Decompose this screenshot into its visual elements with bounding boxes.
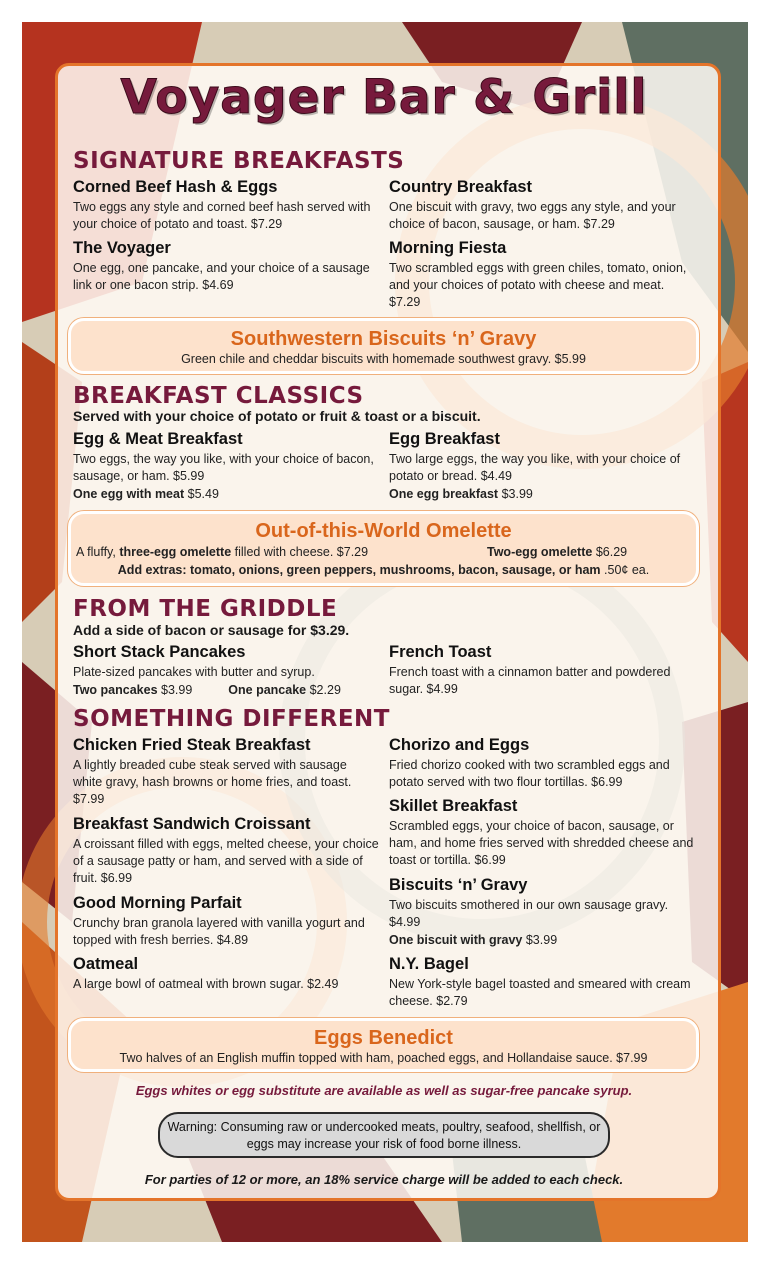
omelette-small-label: Two-egg omelette — [487, 545, 593, 559]
party-surcharge-note: For parties of 12 or more, an 18% service charge will be added to each check. — [144, 1172, 624, 1187]
item-name: Chicken Fried Steak Breakfast — [73, 736, 311, 754]
menu-item — [389, 797, 695, 869]
item-desc: Two eggs any style and corned beef hash served with your choice of potato and toast. $7.29 — [73, 200, 371, 231]
menu-item — [389, 430, 695, 503]
menu-item — [389, 178, 695, 233]
band-title: Eggs Benedict — [314, 1027, 453, 1049]
menu-item — [73, 430, 379, 503]
section-note: Served with your choice of potato or fruit & toast or a biscuit. — [73, 408, 481, 424]
item-desc: One biscuit with gravy, two eggs any style, and your choice of bacon, sausage, or ham. $7.29 — [389, 200, 676, 231]
item-name: Good Morning Parfait — [73, 894, 242, 912]
menu-item — [389, 736, 695, 791]
section-heading-griddle: FROM THE GRIDDLE — [73, 596, 338, 622]
band-title: Southwestern Biscuits ‘n’ Gravy — [230, 328, 537, 350]
menu-item — [389, 239, 695, 311]
omelette-small — [487, 543, 627, 561]
section-note: Add a side of bacon or sausage for $3.29. — [73, 622, 350, 638]
restaurant-title: Voyager Bar & Grill — [120, 70, 648, 125]
item-desc: A lightly breaded cube steak served with sausage white gravy, hash browns or home fries, and toast. $7.99 — [73, 758, 352, 806]
item-name: Egg & Meat Breakfast — [73, 430, 243, 448]
menu-item — [389, 876, 695, 949]
item-name: Oatmeal — [73, 955, 139, 973]
item-name: Breakfast Sandwich Croissant — [73, 815, 311, 833]
variant-price: $2.29 — [309, 683, 341, 697]
variant-label: One biscuit with gravy — [389, 933, 523, 947]
variant-price: $3.99 — [161, 683, 193, 697]
extras-price: .50¢ ea. — [604, 563, 650, 577]
omelette-main — [76, 543, 368, 561]
feature-band-southwestern — [68, 318, 699, 374]
item-variants — [73, 682, 379, 699]
item-name: Biscuits ‘n’ Gravy — [389, 876, 528, 894]
section-heading-different: SOMETHING DIFFERENT — [73, 706, 390, 732]
item-name: Country Breakfast — [389, 178, 533, 196]
item-name: French Toast — [389, 643, 492, 661]
item-desc: Two scrambled eggs with green chiles, tomato, onion, and your choices of potato with cheese and meat. $7.29 — [389, 261, 687, 309]
menu-item — [389, 955, 695, 1010]
food-warning: Warning: Consuming raw or undercooked meats, poultry, seafood, shellfish, or eggs may increase your risk of food borne illness. — [158, 1112, 610, 1158]
item-desc: French toast with a cinnamon batter and powdered sugar. $4.99 — [389, 665, 671, 696]
item-desc: Scrambled eggs, your choice of bacon, sausage, or ham, and home fries served with shredded cheese and toast or tortilla. $6.99 — [389, 819, 694, 867]
band-title: Out-of-this-World Omelette — [255, 520, 512, 542]
menu-item — [73, 815, 379, 887]
feature-band-benedict — [68, 1018, 699, 1072]
menu-item — [73, 239, 379, 294]
item-desc: A croissant filled with eggs, melted cheese, your choice of a sausage patty or ham, and served with a side of fruit. $6.99 — [73, 837, 379, 885]
feature-band-omelette — [68, 511, 699, 586]
variant-price: $3.99 — [525, 933, 558, 947]
item-desc: Crunchy bran granola layered with vanilla yogurt and topped with fresh berries. $4.89 — [73, 916, 365, 947]
menu-item — [389, 643, 695, 698]
item-desc: New York-style bagel toasted and smeared with cream cheese. $2.79 — [389, 977, 691, 1008]
variant-label: One pancake — [228, 683, 307, 697]
extras-label: Add extras: tomato, onions, green peppers, mushrooms, bacon, sausage, or ham — [117, 563, 601, 577]
item-name: The Voyager — [73, 239, 171, 257]
item-desc: Plate-sized pancakes with butter and syrup. — [73, 665, 315, 679]
variant-label: One egg with meat — [73, 487, 185, 501]
section-heading-classics: BREAKFAST CLASSICS — [73, 383, 364, 409]
item-name: Skillet Breakfast — [389, 797, 518, 815]
item-name: Short Stack Pancakes — [73, 643, 246, 661]
omelette-prices — [71, 543, 696, 561]
variant-price: $5.49 — [187, 487, 219, 501]
menu-item — [73, 643, 379, 699]
item-desc: Fried chorizo cooked with two scrambled eggs and potato served with two flour tortillas. $6.99 — [389, 758, 670, 789]
variant-price: $3.99 — [501, 487, 533, 501]
menu-item — [73, 894, 379, 949]
menu-item — [73, 955, 379, 993]
omelette-desc-pre: A fluffy, — [76, 545, 116, 559]
item-name: Egg Breakfast — [389, 430, 500, 448]
item-name: Corned Beef Hash & Eggs — [73, 178, 278, 196]
item-desc: Two biscuits smothered in our own sausage gravy. $4.99 — [389, 898, 669, 929]
item-variant — [73, 486, 379, 503]
item-desc: Two eggs, the way you like, with your choice of bacon, sausage, or ham. $5.99 — [73, 452, 374, 483]
item-variant — [389, 486, 695, 503]
variant-label: One egg breakfast — [389, 487, 499, 501]
omelette-desc-post: filled with cheese. $7.29 — [234, 545, 369, 559]
item-desc: Two large eggs, the way you like, with your choice of potato or bread. $4.49 — [389, 452, 681, 483]
omelette-small-price: $6.29 — [595, 545, 628, 559]
omelette-extras — [71, 561, 696, 579]
variant-label: Two pancakes — [73, 683, 158, 697]
item-variant — [389, 932, 695, 949]
item-desc: A large bowl of oatmeal with brown sugar. $2.49 — [73, 977, 339, 991]
section-heading-signature: SIGNATURE BREAKFASTS — [73, 148, 405, 174]
band-desc: Green chile and cheddar biscuits with homemade southwest gravy. $5.99 — [181, 352, 586, 366]
item-name: Chorizo and Eggs — [389, 736, 530, 754]
item-desc: One egg, one pancake, and your choice of a sausage link or one bacon strip. $4.69 — [73, 261, 370, 292]
menu-item — [73, 178, 379, 233]
omelette-desc-bold: three-egg omelette — [119, 545, 232, 559]
item-name: Morning Fiesta — [389, 239, 507, 257]
item-name: N.Y. Bagel — [389, 955, 469, 973]
menu-item — [73, 736, 379, 808]
substitutes-note: Eggs whites or egg substitute are available as well as sugar-free pancake syrup. — [135, 1083, 633, 1098]
band-desc: Two halves of an English muffin topped with ham, poached eggs, and Hollandaise sauce. $7.99 — [119, 1051, 648, 1065]
